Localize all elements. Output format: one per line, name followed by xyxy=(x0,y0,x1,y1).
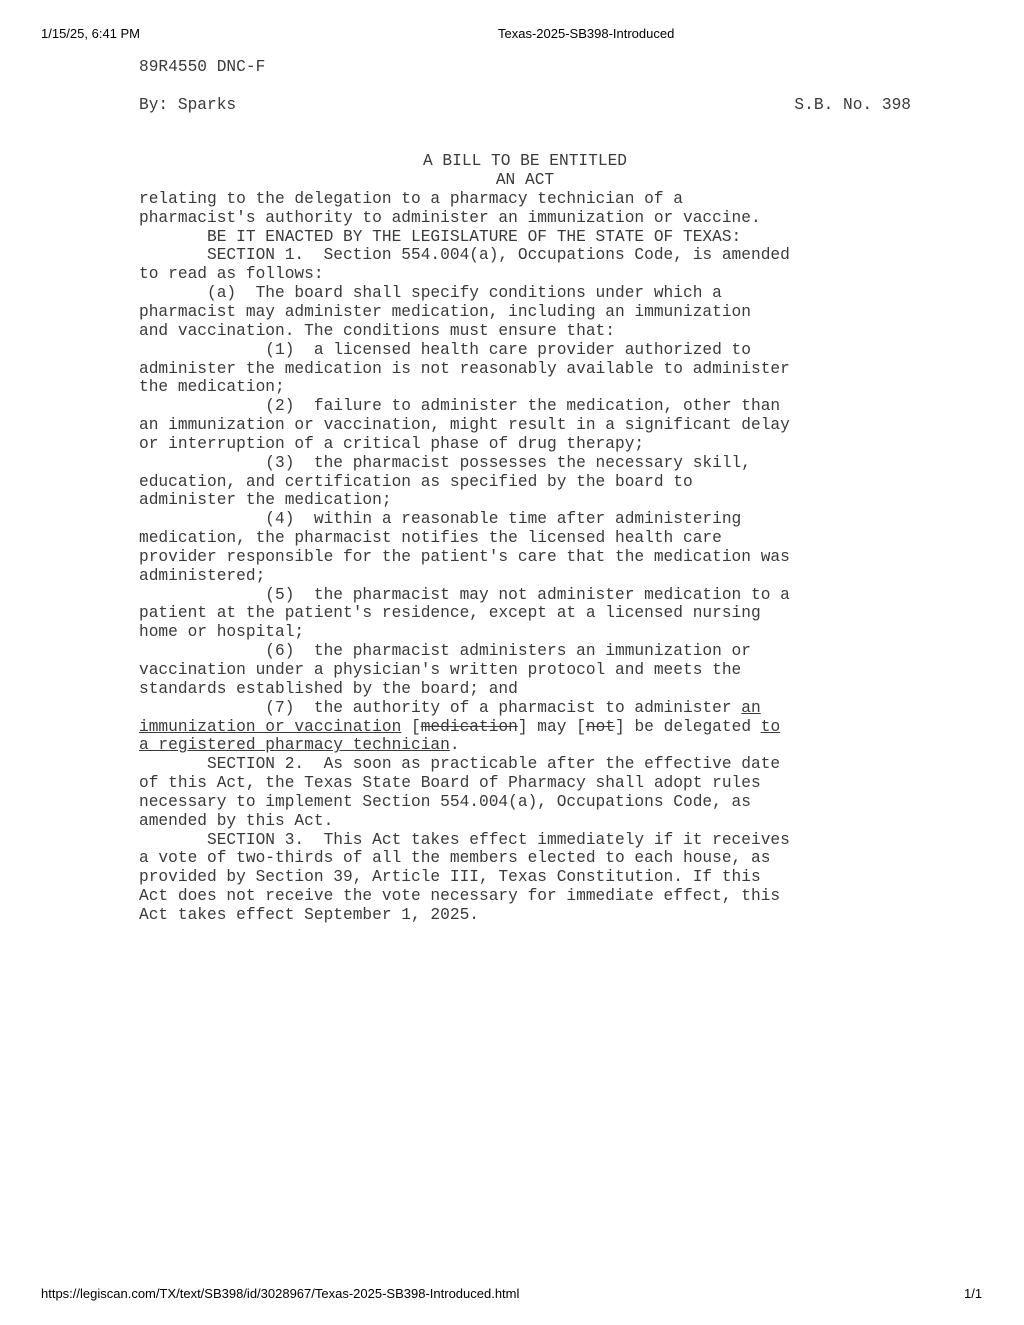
section3-line: a vote of two-thirds of all the members elected to each house, as xyxy=(139,849,771,868)
section1-line: (1) a licensed health care provider authorized to xyxy=(139,340,751,359)
section3-line: Act takes effect September 1, 2025. xyxy=(139,905,479,924)
print-page-title: Texas-2025-SB398-Introduced xyxy=(498,26,675,41)
item7-text: (7) the authority of a pharmacist to administer xyxy=(139,698,742,717)
item7-text: ] be delegated xyxy=(615,717,761,736)
section3-line: provided by Section 39, Article III, Texas Constitution. If this xyxy=(139,868,761,887)
section1-line: (6) the pharmacist administers an immunization or xyxy=(139,642,751,661)
act-heading: AN ACT xyxy=(495,171,555,190)
section1-line: (a) The board shall specify conditions under which a xyxy=(139,284,722,303)
bill-number: S.B. No. 398 xyxy=(794,95,911,114)
section1-line: patient at the patient's residence, except at a licensed nursing xyxy=(139,604,761,623)
section1-line: the medication; xyxy=(139,378,285,397)
section2-line: SECTION 2. As soon as practicable after the effective date xyxy=(139,755,781,774)
bill-code: 89R4550 DNC-F xyxy=(139,58,266,76)
section1-line: SECTION 1. Section 554.004(a), Occupations Code, is amended xyxy=(139,246,790,265)
section1-line: pharmacist may administer medication, including an immunization xyxy=(139,302,751,321)
bill-document xyxy=(139,58,911,925)
section1-line: standards established by the board; and xyxy=(139,679,518,698)
enacting-clause: BE IT ENACTED BY THE LEGISLATURE OF THE STATE OF TEXAS: xyxy=(139,227,742,246)
item7-text: [ xyxy=(401,717,421,736)
item7-line3 xyxy=(139,736,899,755)
section1-line: (2) failure to administer the medication, other than xyxy=(139,397,781,416)
inserted-text: immunization or vaccination xyxy=(139,717,402,736)
bill-author: By: Sparks xyxy=(139,95,237,114)
item7-line2 xyxy=(139,718,899,737)
section1-line: and vaccination. The conditions must ensure that: xyxy=(139,321,615,340)
section2-line: amended by this Act. xyxy=(139,811,334,830)
item7-text: ] may [ xyxy=(517,717,586,736)
item7-line1 xyxy=(139,699,899,718)
section1-line: education, and certification as specified by the board to xyxy=(139,472,693,491)
inserted-text: a registered pharmacy technician xyxy=(139,736,450,755)
section1-line: administer the medication is not reasonably available to administer xyxy=(139,359,790,378)
section1-line: an immunization or vaccination, might result in a significant delay xyxy=(139,416,790,435)
item7-text: . xyxy=(449,736,460,755)
print-url: https://legiscan.com/TX/text/SB398/id/3028967/Texas-2025-SB398-Introduced.html xyxy=(41,1286,520,1301)
bill-author-row xyxy=(139,96,911,115)
deleted-text: medication xyxy=(420,717,518,736)
section1-line: to read as follows: xyxy=(139,265,324,284)
inserted-text: an xyxy=(741,698,761,717)
section3-line: SECTION 3. This Act takes effect immediately if it receives xyxy=(139,830,790,849)
section1-line: medication, the pharmacist notifies the licensed health care xyxy=(139,529,722,548)
caption-line: relating to the delegation to a pharmacy technician of a xyxy=(139,189,683,208)
section2-line: necessary to implement Section 554.004(a), Occupations Code, as xyxy=(139,792,751,811)
section1-line: (4) within a reasonable time after administering xyxy=(139,510,742,529)
caption-line: pharmacist's authority to administer an immunization or vaccine. xyxy=(139,208,761,227)
section1-line: (3) the pharmacist possesses the necessary skill, xyxy=(139,453,751,472)
section1-line: (5) the pharmacist may not administer medication to a xyxy=(139,585,790,604)
section1-line: or interruption of a critical phase of drug therapy; xyxy=(139,434,645,453)
print-page-number: 1/1 xyxy=(964,1286,983,1301)
inserted-text: to xyxy=(760,717,781,736)
deleted-text: not xyxy=(585,717,616,736)
section2-line: of this Act, the Texas State Board of Pharmacy shall adopt rules xyxy=(139,774,761,793)
section1-line: provider responsible for the patient's care that the medication was xyxy=(139,547,790,566)
section1-line: vaccination under a physician's written protocol and meets the xyxy=(139,661,742,679)
print-datetime: 1/15/25, 6:41 PM xyxy=(41,26,141,41)
section1-line: administer the medication; xyxy=(139,491,392,510)
section1-line: home or hospital; xyxy=(139,623,305,642)
bill-heading: A BILL TO BE ENTITLED xyxy=(423,152,627,171)
section3-line: Act does not receive the vote necessary for immediate effect, this xyxy=(139,887,781,906)
section1-line: administered; xyxy=(139,566,266,585)
